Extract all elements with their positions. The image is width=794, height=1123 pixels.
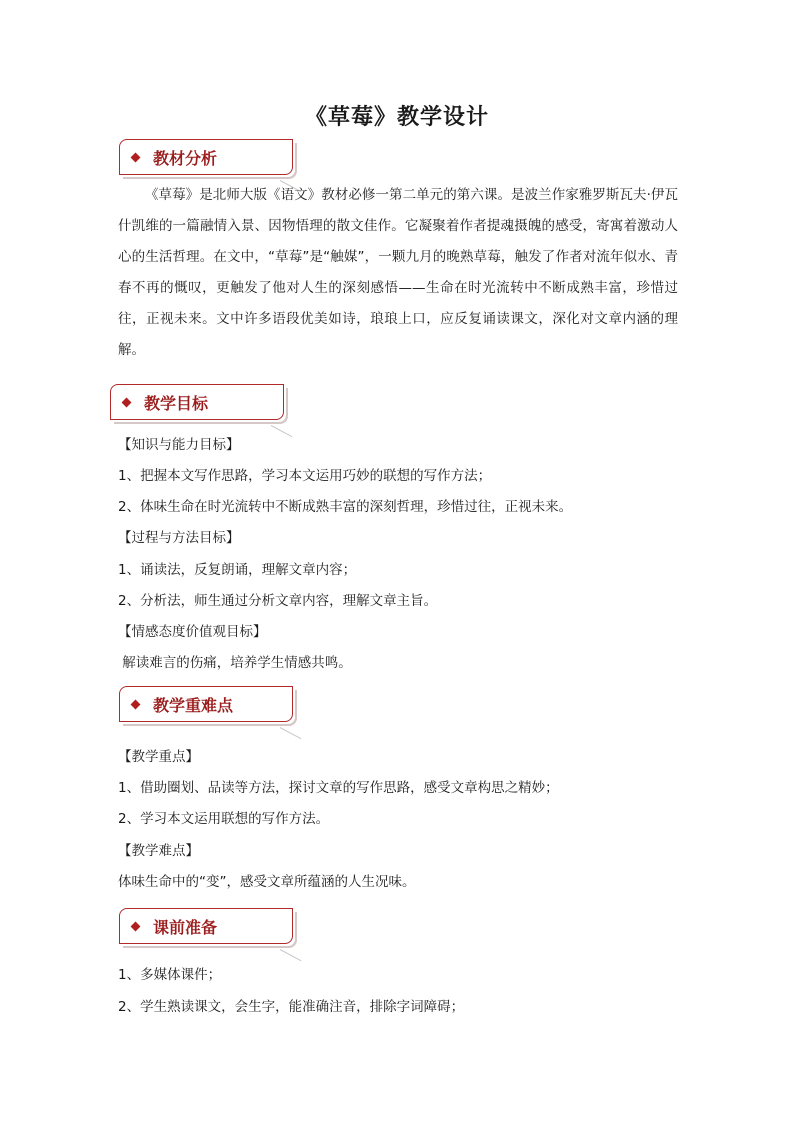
header-decoration [280, 727, 302, 739]
keypoints-line: 【教学难点】 [118, 843, 199, 859]
keypoints-line: 1、借助圈划、品读等方法，探讨文章的写作思路，感受文章构思之精妙； [118, 780, 559, 796]
section-header-analysis [119, 139, 293, 175]
document-title: 《草莓》教学设计 [304, 104, 489, 130]
section-heading: 教学目标 [144, 393, 209, 413]
goals-line: 2、分析法，师生通过分析文章内容，理解文章主旨。 [118, 593, 438, 609]
keypoints-line: 2、学习本文运用联想的写作方法。 [118, 811, 330, 827]
prep-line: 2、学生熟读课文，会生字，能准确注音，排除字词障碍； [118, 999, 465, 1015]
header-decoration [280, 949, 302, 961]
goals-line: 1、把握本文写作思路，学习本文运用巧妙的联想的写作方法； [118, 468, 492, 484]
section-header-goals [110, 384, 284, 420]
section-heading: 教材分析 [153, 148, 218, 168]
goals-line: 解读难言的伤痛，培养学生情感共鸣。 [118, 655, 352, 671]
section-heading: 课前准备 [153, 917, 218, 937]
goals-line: 【过程与方法目标】 [118, 530, 240, 546]
diamond-bullet-icon [131, 699, 141, 709]
goals-line: 1、诵读法，反复朗诵，理解文章内容； [118, 562, 357, 578]
diamond-bullet-icon [131, 152, 141, 162]
section-header-keypoints [119, 686, 293, 722]
keypoints-line: 体味生命中的“变”，感受文章所蕴涵的人生况味。 [118, 874, 416, 890]
section-header-prep [119, 908, 293, 944]
diamond-bullet-icon [131, 921, 141, 931]
goals-line: 2、体味生命在时光流转中不断成熟丰富的深刻哲理，珍惜过往，正视未来。 [118, 499, 573, 515]
diamond-bullet-icon [122, 397, 132, 407]
goals-line: 【知识与能力目标】 [118, 437, 240, 453]
section-heading: 教学重难点 [153, 695, 234, 715]
keypoints-line: 【教学重点】 [118, 749, 199, 765]
analysis-paragraph: 《草莓》是北师大版《语文》教材必修一第二单元的第六课。是波兰作家雅罗斯瓦夫·伊瓦什凯维的一篇融情入景、因物悟理的散文佳作。它凝聚着作者提魂摄魄的感受，寄寓着激动人心的生活哲理。在文中，“草莓”是“触媒”，一颗九月的晚熟草莓，触发了作者对流年似水、青春不再的慨叹，更触发了他对人生的深刻感悟——生命在时光流转中不断成熟丰富，珍惜过往，正视未来。文中许多语段优美如诗，琅琅上口，应反复诵读课文，深化对文章内涵的理解。 [118, 187, 678, 358]
goals-line: 【情感态度价值观目标】 [118, 624, 267, 640]
prep-line: 1、多媒体课件； [118, 967, 222, 983]
